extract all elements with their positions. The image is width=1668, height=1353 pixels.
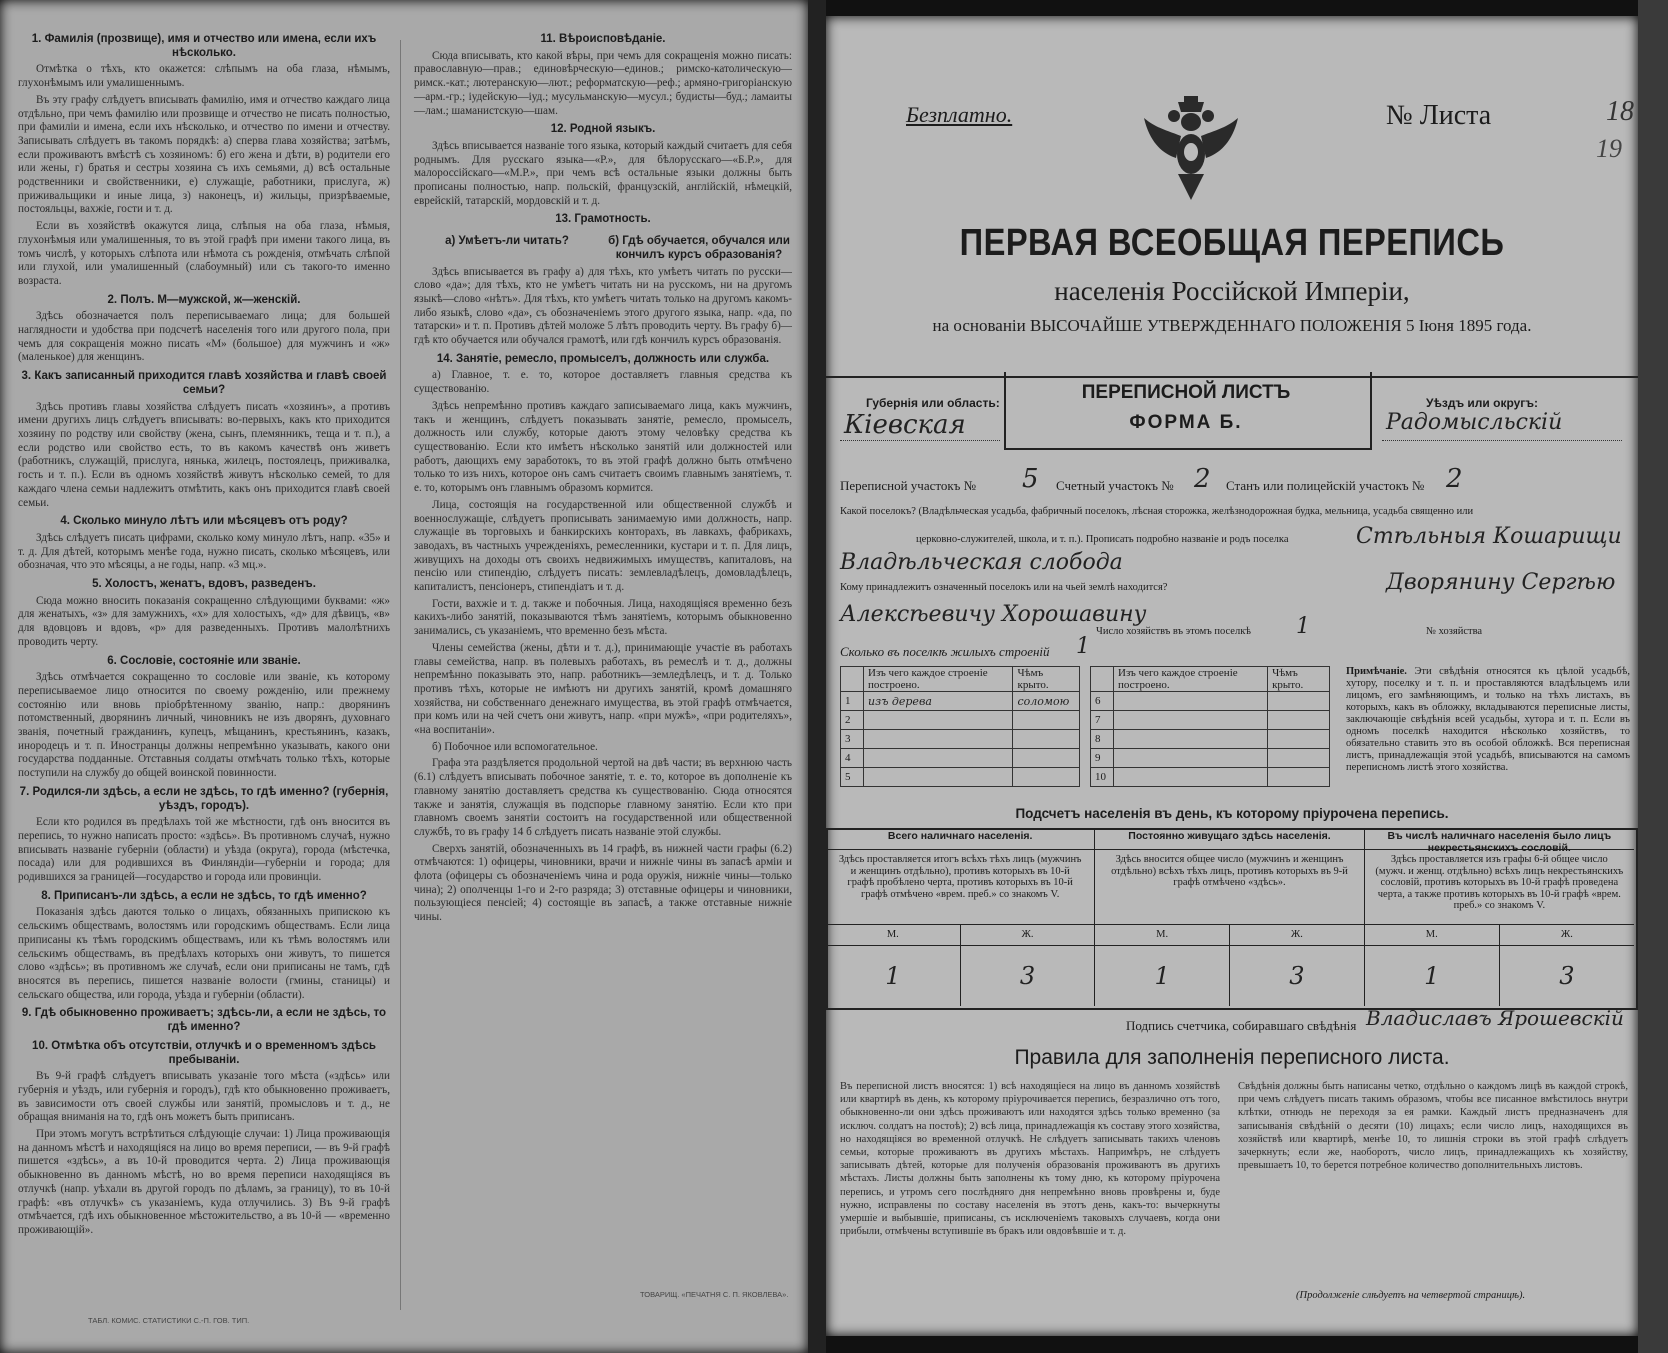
female-count: 3 bbox=[1019, 962, 1036, 990]
building-cell-mat bbox=[1114, 749, 1268, 768]
building-cell-roof bbox=[1268, 711, 1330, 730]
household-no-label: № хозяйства bbox=[1426, 626, 1483, 637]
building-cell-no: 5 bbox=[841, 768, 864, 787]
census-main-title: ПЕРВАЯ ВСЕОБЩАЯ ПЕРЕПИСЬ bbox=[959, 222, 1505, 264]
instructions-column-2 bbox=[414, 28, 792, 928]
female-header: Ж. bbox=[1560, 929, 1573, 940]
stan-value: 2 bbox=[1446, 464, 1463, 494]
building-cell-no: 4 bbox=[841, 749, 864, 768]
building-cell-roof bbox=[1268, 749, 1330, 768]
rules-title: Правила для заполненія переписного листа. bbox=[1014, 1046, 1450, 1069]
sheet-number-value: 18 bbox=[1606, 96, 1634, 127]
instruction-paragraph: Здѣсь вписывается названіе того языка, который каждый считаетъ для себя роднымъ. Для русскаго языка—«Р.», для бѣлорусскаго—«Б.Р.», для малороссійскаго—«М.Р.», при чемъ всѣ остальные языки должны быть прописаны полностью, напр. польскій, французскій, англійскій, нѣмецкій, еврейскій, татарскій, мордовскій и т. д. bbox=[414, 139, 792, 207]
building-cell-no: 1 bbox=[841, 692, 864, 711]
census-subtitle: населенія Россійской Имперіи, bbox=[1054, 276, 1410, 306]
section-heading: 5. Холостъ, женатъ, вдовъ, разведенъ. bbox=[92, 578, 316, 591]
instruction-paragraph: а) Главное, т. е. то, которое доставляетъ главныя средства къ существованію. bbox=[414, 369, 792, 396]
section-heading: 2. Полъ. М—мужской, ж—женскій. bbox=[107, 293, 301, 306]
column-divider bbox=[400, 40, 401, 1310]
count-values bbox=[1365, 946, 1634, 1006]
count-values bbox=[1095, 946, 1363, 1006]
count-mf-header bbox=[1365, 925, 1634, 946]
imprint-left: ТАБЛ. КОМИС. СТАТИСТИКИ С.-П. ГОВ. ТИП. bbox=[88, 1316, 250, 1325]
building-cell-mat bbox=[864, 711, 1013, 730]
stacked-page-edges bbox=[1638, 0, 1668, 1353]
building-cell-no: 9 bbox=[1091, 749, 1114, 768]
instruction-paragraph: Въ 9-й графѣ слѣдуетъ вписывать указаніе того мѣста («здѣсь» или губернія и уѣздъ, или губернія и городъ), гдѣ кто обыкновенно проживаетъ, въ зависимости отъ своей службы или занятій, промысловъ и т. д., не обращая вниманія на то, гдѣ онъ можетъ быть приписанъ. bbox=[18, 1070, 390, 1124]
instruction-paragraph: Гости, вахжіе и т. д. также и побочныя. Лица, находящіяся временно безъ какихъ-либо занятій, показываются тѣмъ занятіемъ, которымъ обыкновенно занимались, съ указаніемъ, что временно безъ мѣста. bbox=[414, 597, 792, 638]
female-count: 3 bbox=[1289, 962, 1305, 990]
building-cell-roof bbox=[1013, 711, 1080, 730]
count-column bbox=[826, 828, 1095, 1006]
section-heading: 10. Отмѣтка объ отсутствіи, отлучкѣ и о временномъ здѣсь пребываніи. bbox=[32, 1039, 376, 1066]
buildings-label: Сколько въ поселкѣ жилыхъ строеній bbox=[840, 644, 1050, 659]
signature-label: Подпись счетчика, собиравшаго свѣдѣнія bbox=[1126, 1018, 1357, 1033]
owner-value: Дворянину Сергѣю bbox=[1386, 570, 1616, 595]
building-row bbox=[841, 730, 1080, 749]
count-column bbox=[1095, 828, 1364, 1006]
instructions-column-1 bbox=[18, 28, 390, 1241]
male-header: М. bbox=[1095, 925, 1230, 945]
instruction-paragraph: Здѣсь противъ главы хозяйства слѣдуетъ писать «хозяинъ», а противъ имени другихъ лицъ слѣдуетъ вписывать: во-первыхъ, какъ кто приходится хозяину по родству или свойству (жена, сынъ, племянникъ, теща и т. п.), а если родство или свойство есть, то въ какомъ качествѣ онъ живетъ (работникъ, служащій, прислуга, нянька, жилецъ, постоялецъ, приживалка, гость и т. п.). Если въ одномъ хозяйствѣ живутъ нѣсколько семей, то для каждаго члена семьи надлежитъ отмѣтить, какъ онъ приходится главѣ своей семьи. bbox=[18, 400, 390, 509]
imprint-right: ТОВАРИЩ. «ПЕЧАТНЯ С. П. ЯКОВЛЕВА». bbox=[640, 1290, 789, 1299]
count-column-description: Здѣсь проставляется изъ графы 6-й общее число (мужч. и женщ. отдѣльно) всѣхъ лицъ некрестьянскихъ сословій, противъ которыхъ въ 10-й графѣ проведена черта, а также противъ которыхъ въ 10-й графѣ «врем. преб.» со знакомъ V. bbox=[1365, 850, 1634, 925]
sheet-number-corrected: 19 bbox=[1596, 134, 1622, 163]
building-cell-no: 2 bbox=[841, 711, 864, 730]
census-district-label: Переписной участокъ № bbox=[840, 478, 977, 493]
owner-value-2: Алексѣевичу Хорошавину bbox=[840, 602, 1147, 627]
count-values bbox=[826, 946, 1094, 1006]
header-roof: Чѣмъ крыто. bbox=[1013, 667, 1080, 692]
count-column-description: Здѣсь вносится общее число (мужчинъ и женщинъ отдѣльно) всѣхъ тѣхъ лицъ, противъ которыхъ въ 9-й графѣ отмѣчено «здѣсь». bbox=[1095, 850, 1363, 925]
instruction-paragraph: Сюда можно вносить показанія сокращенно слѣдующими буквами: «ж» для женатыхъ, «з» для замужнихъ, «х» для холостыхъ, «д» для дѣвицъ, «в» для вдовцовъ и вдовъ, «р» для разведенныхъ. Противъ малолѣтнихъ проводить черту. bbox=[18, 594, 390, 648]
right-page-census-form bbox=[826, 16, 1638, 1336]
female-count: 3 bbox=[1559, 962, 1575, 990]
count-district-value: 2 bbox=[1194, 464, 1211, 494]
signature-value: Владиславъ Ярошевскій bbox=[1366, 1006, 1624, 1030]
instruction-paragraph: Здѣсь вписывается въ графу а) для тѣхъ, кто умѣетъ читать по русски—слово «да»; для тѣхъ, кто не умѣетъ читать ни на русскомъ, ни на другомъ языкѣ—слово «нѣтъ». Для тѣхъ, кто умѣетъ читать только на другомъ какомъ-либо языкѣ, слово «да», съ обозначеніемъ этого другого языка, напр. «да, по татарски» и т. п. Противъ дѣтей моложе 5 лѣтъ проводить черту. Въ графу б)—гдѣ кто обучается или обучался грамотѣ, или гдѣ кончилъ курсъ образованія. bbox=[414, 265, 792, 347]
instruction-paragraph: Здѣсь слѣдуетъ писать цифрами, сколько кому минуло лѣтъ, напр. «35» и т. д. Для дѣтей, которымъ менѣе года, нужно писать, сколько мѣсяцевъ, или обозначая, что это мѣсяцы, а не годы, напр. «3 мц.». bbox=[18, 531, 390, 572]
instruction-paragraph: б) Побочное или вспомогательное. bbox=[432, 740, 598, 753]
male-count: 1 bbox=[1365, 946, 1500, 1006]
owner-label: Кому принадлежитъ означенный поселокъ или на чьей землѣ находится? bbox=[840, 582, 1168, 593]
settlement-value-2: Владѣльческая слобода bbox=[840, 550, 1123, 575]
section-heading: 9. Гдѣ обыкновенно проживаетъ; здѣсь-ли, а если не здѣсь, то гдѣ именно? bbox=[21, 1007, 387, 1034]
gubernia-label: Губернія или область: bbox=[866, 396, 1000, 410]
building-row bbox=[841, 692, 1080, 711]
header-material: Изъ чего каждое строеніе построено. bbox=[864, 667, 1013, 692]
instruction-paragraph: При этомъ могутъ встрѣтиться слѣдующіе случаи: 1) Лица проживающія на данномъ мѣстѣ и находящіяся на лицо во время переписи, — въ 9-й графѣ пишется «здѣсь», а въ 10-й проводится черта. 2) Лица проживающія обыкновенно въ данномъ мѣстѣ, но во время переписи находящіяся въ отлучкѣ (напр. уѣхали въ другой городъ по дѣламъ, за границу), то въ 10-й графѣ: «въ отлучкѣ» съ указаніемъ, куда отлучились. 3) Въ 9-й графѣ отмѣчается, гдѣ ихъ обыкновенное мѣстожительство, а въ 10-й — «временно проживающій». bbox=[18, 1128, 390, 1236]
form-title: ПЕРЕПИСНОЙ ЛИСТЪ bbox=[1081, 382, 1291, 403]
section-heading: 12. Родной языкъ. bbox=[550, 123, 656, 136]
instruction-paragraph: Отмѣтка о тѣхъ, кто окажется: слѣпымъ на оба глаза, нѣмымъ, глухонѣмымъ или умалишеннымъ. bbox=[18, 63, 390, 90]
gubernia-line bbox=[840, 440, 1000, 441]
settlement-label-2: церковно-служителей, школа, и т. п.). Прописать подробно названіе и родъ поселка bbox=[916, 534, 1289, 545]
instruction-paragraph: Если кто родился въ предѣлахъ той же мѣстности, гдѣ онъ вносится въ перепись, то нужно написать просто: «здѣсь». Въ противномъ случаѣ, нужно вписывать названіе губерніи (области) и уѣзда (округа), города (мѣстечка, посада) или для родившихся въ Финляндіи—губерніи и города; для родившихся за границей—государство и города или провинціи. bbox=[18, 816, 390, 884]
building-row bbox=[1091, 730, 1330, 749]
section-heading: 6. Сословіе, состояніе или званіе. bbox=[107, 654, 301, 667]
building-cell-no: 10 bbox=[1091, 768, 1114, 787]
building-row bbox=[841, 711, 1080, 730]
building-row bbox=[1091, 749, 1330, 768]
census-district-value: 5 bbox=[1022, 464, 1039, 494]
building-row bbox=[841, 749, 1080, 768]
count-column-description: Здѣсь проставляется итогъ всѣхъ тѣхъ лицъ (мужчинъ и женщинъ отдѣльно), противъ которыхъ въ 10-й графѣ пробѣлено черта, противъ которыхъ въ 10-й графѣ отмѣчено «врем. преб.» со знакомъ V. bbox=[826, 850, 1094, 925]
building-cell-no: 7 bbox=[1091, 711, 1114, 730]
uezd-label: Уѣздъ или округъ: bbox=[1426, 396, 1539, 410]
legal-basis-line: на основаніи ВЫСОЧАЙШЕ УТВЕРЖДЕННАГО ПОЛОЖЕНІЯ 5 Іюня 1895 года. bbox=[932, 316, 1532, 335]
households-value: 1 bbox=[1296, 614, 1310, 639]
sheet-number-label: № Листа bbox=[1386, 100, 1492, 131]
female-header: Ж. bbox=[1021, 929, 1034, 940]
count-title: Подсчетъ населенія въ день, къ которому пріурочена перепись. bbox=[1015, 806, 1449, 821]
instruction-paragraph: Члены семейства (жены, дѣти и т. д.), принимающіе участіе въ работахъ главы семейства, напр. въ полевыхъ работахъ, въ ремеслѣ и т. д., должны непремѣнно показывать это, напр. работникъ—земледѣлецъ, и т. д. Только противъ тѣхъ, которые не имѣютъ ни другихъ занятій, кромѣ домашняго хозяйства, ни собственнаго денежнаго имущества, въ этой графѣ отмѣчается, при комъ или на чей счетъ они живутъ, напр. «при мужѣ», «при родителяхъ», «на воспитаніи». bbox=[414, 641, 792, 737]
building-row bbox=[841, 768, 1080, 787]
female-header: Ж. bbox=[1290, 929, 1303, 940]
book-gutter bbox=[808, 0, 826, 1353]
instruction-paragraph: Показанія здѣсь даются только о лицахъ, обязанныхъ припискою къ сельскимъ обществамъ, волостямъ или городскимъ обществамъ. Если лица приписаны къ тѣмъ городскимъ обществамъ, или къ тѣмъ волостямъ или сельскимъ обществамъ, въ предѣлахъ которыхъ они живутъ, то пишется слово «здѣсь»; въ противномъ же случаѣ, если они приписаны не тамъ, гдѣ вносятся въ перепись, пишется названіе волости (гмины, станицы) и сельскаго общества, или города, уѣзда и губерніи (области). bbox=[18, 906, 390, 1001]
male-header: М. bbox=[1365, 925, 1500, 945]
settlement-value: Стѣльныя Кошарищи bbox=[1356, 524, 1622, 549]
uezd-value: Радомысльскій bbox=[1386, 410, 1563, 435]
building-cell-no: 6 bbox=[1091, 692, 1114, 711]
building-cell-roof bbox=[1268, 768, 1330, 787]
buildings-table-right bbox=[1090, 666, 1330, 787]
header-roof-2: Чѣмъ крыто. bbox=[1268, 667, 1330, 692]
header-material-2: Изъ чего каждое строеніе построено. bbox=[1114, 667, 1268, 692]
buildings-table-left bbox=[840, 666, 1080, 787]
building-row bbox=[1091, 768, 1330, 787]
note-title: Примѣчаніе. bbox=[1346, 666, 1407, 677]
uezd-line bbox=[1382, 440, 1622, 441]
rules-left: Въ переписной листъ вносятся: 1) всѣ находящіеся на лицо въ данномъ хозяйствѣ или квартирѣ въ день, къ которому пріурочивается перепись, безразлично отъ того, обыкновенно-ли они здѣсь проживаютъ или находятся здѣсь только временно (за исключ. солдатъ на постоѣ); 2) всѣ лица, принадлежащія къ составу этого хозяйства, но находящіяся во временной отлучкѣ. Не слѣдуетъ записывать такихъ членовъ семьи, которые проживаютъ въ другихъ мѣстахъ. Напримѣръ, не слѣдуетъ записывать дѣтей, которые для полученія образованія проживаютъ въ другихъ мѣстахъ. Листы должны быть заполнены къ тому дню, къ которому пріурочена перепись, и утромъ сего послѣдняго дня непремѣнно вновь провѣрены и, буде нужно, исправлены по составу населенія въ этотъ день, какъ-то: вычеркнуты умершіе и выбывшіе, приписаны, съ исключеніемъ таковыхъ случаевъ, когда они прибыли, отмѣчены вступившіе въ бракъ или овдовѣвшіе и т. д. bbox=[840, 1081, 1220, 1238]
note-block bbox=[1346, 666, 1630, 774]
section-heading: 4. Сколько минуло лѣтъ или мѣсяцевъ отъ роду? bbox=[60, 515, 348, 528]
stan-label: Станъ или полицейскій участокъ № bbox=[1226, 478, 1425, 493]
male-header: М. bbox=[826, 925, 961, 945]
male-count: 1 bbox=[826, 946, 961, 1006]
building-cell-roof bbox=[1268, 730, 1330, 749]
section-heading: 14. Занятіе, ремесло, промыселъ, должность или служба. bbox=[436, 352, 770, 365]
instruction-paragraph: Лица, состоящія на государственной или общественной службѣ и военнослужащіе, слѣдуетъ прописывать занимаемую ими должность, напр. служащіе въ торговыхъ и банкирскихъ конторахъ, въ лавкахъ, фабрикахъ, заводахъ, въ частныхъ учрежденіяхъ, ремесленники, кустари и т. п. Для лицъ, живущихъ на доходы отъ своихъ недвижимыхъ имуществъ, капиталовъ, на пенсію или стипендію, слѣдуетъ писать: землевладѣлецъ, домовладѣлецъ, капиталистъ, пенсіонеръ, стипендіатъ и т. д. bbox=[414, 498, 792, 594]
households-label: Число хозяйствъ въ этомъ поселкѣ bbox=[1096, 626, 1251, 637]
instruction-paragraph: Графа эта раздѣляется продольной чертой на двѣ части; въ верхнюю часть (6.1) слѣдуетъ вписывать побочное занятіе, т. е. то, которое въ дополненіе къ главному занятію доставляетъ средства къ существованію. Сюда относятся также и занятія, служащія въ подспорье главному занятію. Если кто при главномъ своемъ занятіи состоитъ на государственной или общественной службѣ, то въ графу 14 б слѣдуетъ писать названіе этой службы. bbox=[414, 757, 792, 838]
count-column-title: Въ числѣ наличнаго населенія было лицъ некрестьянскихъ сословій. bbox=[1365, 828, 1634, 850]
imperial-eagle-emblem-icon bbox=[1136, 88, 1246, 218]
building-row bbox=[1091, 711, 1330, 730]
section-heading: 1. Фамилія (прозвище), имя и отчество или имена, если ихъ нѣсколько. bbox=[31, 33, 377, 59]
count-column-title: Всего наличнаго населенія. bbox=[826, 828, 1094, 850]
building-cell-mat: изъ дерева bbox=[864, 692, 1013, 711]
instruction-paragraph: Сюда вписывать, кто какой вѣры, при чемъ для сокращенія можно писать: православную—прав.; единовѣрческую—единов.; римско-католическую—римск.-кат.; лютеранскую—лют.; реформатскую—реф.; армяно-григоріанскую—арм.-гр.; іудейскую—іуд.; мусульманскую—мусул.; будисты—буд.; ламаиты—лам.; шаманистскую—шам. bbox=[414, 49, 792, 117]
section-heading: 7. Родился-ли здѣсь, а если не здѣсь, то гдѣ именно? (губернія, уѣздъ, городъ). bbox=[19, 785, 389, 812]
building-cell-mat bbox=[864, 749, 1013, 768]
instruction-paragraph: Здѣсь отмѣчается сокращенно то сословіе или званіе, къ которому переписываемое лицо относится по своему рожденію, или прежнему состоянію или вновь пріобрѣтенному званію, напр.: дворянинъ потомственный, дворянинъ личный, чиновникъ не изъ дворянъ, духовнаго званія, почетный гражданинъ, купецъ, мѣщанинъ, крестьянинъ, казакъ, инородецъ и т. п. Иностранцы должны непремѣнно указывать, какого они государства подданные. Отставныя солдаты отмѣчать только тѣхъ, которые поступили на службу до общей воинской повинности. bbox=[18, 671, 390, 780]
building-cell-roof bbox=[1268, 692, 1330, 711]
buildings-value: 1 bbox=[1076, 634, 1090, 659]
settlement-label: Какой поселокъ? (Владѣльческая усадьба, фабричный поселокъ, лѣсная сторожка, желѣзнодорожная будка, мельница, усадьба священно или bbox=[840, 506, 1474, 517]
instruction-paragraph: Если въ хозяйствѣ окажутся лица, слѣпыя на оба глаза, нѣмыя, глухонѣмыя или умалишенныя, то въ этой графѣ при имени такого лица, въ томъ числѣ, у которыхъ слѣпота или нѣмота съ рожденія, отмѣчать слѣпой или глухой, или умалишенный (слабоумный) или съ такого-то именно возраста. bbox=[18, 220, 390, 287]
instruction-paragraph: Въ эту графу слѣдуетъ вписывать фамилію, имя и отчество каждаго лица отдѣльно, при чемъ фамилію или прозвище и отчество не писать полностью, при фамиліи и имена, если ихъ нѣсколько, и отчество по имени и отчеству. Записывать слѣдуетъ въ такомъ порядкѣ: а) сперва глава хозяйства; затѣмъ, если проживаютъ вмѣстѣ съ хозяиномъ: б) его жена и дѣти, в) родители его или жены, г) братья и сестры хозяина съ ихъ семьями, д) всѣ остальные родственники и свойственники, е) служащіе, работники, прислуга, ж) приживальщики и иные лица, з) наконецъ, и) жильцы, призрѣваемые, постояльцы, вахжіе, гости и т. д. bbox=[18, 93, 390, 216]
building-cell-roof: соломою bbox=[1013, 692, 1080, 711]
building-cell-mat bbox=[1114, 692, 1268, 711]
male-count: 1 bbox=[1095, 946, 1230, 1006]
section-heading: 11. Вѣроисповѣданіе. bbox=[540, 33, 666, 45]
building-row bbox=[1091, 692, 1330, 711]
section-heading: 8. Приписанъ-ли здѣсь, а если не здѣсь, то гдѣ именно? bbox=[41, 889, 367, 902]
building-cell-mat bbox=[864, 730, 1013, 749]
building-cell-mat bbox=[864, 768, 1013, 787]
left-page-instructions bbox=[0, 0, 808, 1353]
subheading: б) Гдѣ обучается, обучался или кончилъ курсъ образованія? bbox=[608, 235, 790, 261]
building-cell-roof bbox=[1013, 768, 1080, 787]
instruction-paragraph: Здѣсь обозначается полъ переписываемаго лица; для большей наглядности и удобства при подсчетѣ населенія того или другого пола, при чемъ для сокращенія можно писать «М» (большое) для мужчинъ и «ж» (маленькое) для женщинъ. bbox=[18, 310, 390, 364]
count-district-label: Счетный участокъ № bbox=[1056, 478, 1174, 493]
instruction-paragraph: Здѣсь непремѣнно противъ каждаго записываемаго лица, какъ мужчинъ, такъ и женщинъ, слѣдуетъ показывать занятіе, ремесло, промыселъ, должность или службу, которые даютъ этому человѣку средства къ существованію. Если кто имѣетъ нѣсколько занятій или должностей или работъ, дающихъ ему заработокъ, то въ этой графѣ должно быть отмѣчено только то изъ нихъ, которое онъ самъ считаетъ своимъ главнымъ занятіемъ, т. е. то, которымъ онъ главнымъ образомъ кормится. bbox=[414, 399, 792, 495]
building-cell-mat bbox=[1114, 768, 1268, 787]
count-column bbox=[1365, 828, 1634, 1006]
note-text: Эти свѣдѣнія относятся къ цѣлой усадьбѣ, хутору, поселку и т. п. и проставляются владѣльцемъ или лицомъ, его замѣняющимъ, и только на тѣхъ листахъ, въ которыхъ, какъ въ обложку, вкладываются переписные листы, заключающіе свѣдѣнія всей усадьбы, хутора и т. п. Если въ одномъ поселкѣ находится нѣсколько хозяйствъ, то обязательно ставить это въ особой обложкѣ. Вся переписная листъ, принадлежащія этой усадьбѣ, вписываются на самомъ переписномъ листѣ этого хозяйства. bbox=[1346, 666, 1631, 773]
building-cell-roof bbox=[1013, 749, 1080, 768]
building-cell-mat bbox=[1114, 711, 1268, 730]
building-cell-roof bbox=[1013, 730, 1080, 749]
free-label: Безплатно. bbox=[906, 102, 1013, 127]
building-cell-no: 8 bbox=[1091, 730, 1114, 749]
rules-continued: (Продолженіе слѣдуетъ на четвертой страницѣ). bbox=[1296, 1290, 1526, 1301]
form-subtitle: ФОРМА Б. bbox=[1129, 412, 1243, 433]
rules-right: Свѣдѣнія должны быть написаны четко, отдѣльно о каждомъ лицѣ въ каждой строкѣ, при чемъ слѣдуетъ писать такимъ образомъ, чтобы все писанное вмѣстилось внутри клѣтки, отнюдь не переходя за ея рамки. Каждый листъ предназначенъ для записыванія свѣдѣній о десяти (10) лицахъ; если число лицъ, находящихся въ хозяйствѣ или квартирѣ, менѣе 10, то лишнія строки въ этой графѣ слѣдуетъ зачеркнуть; если же, наоборотъ, число лицъ, принадлежащихъ къ хозяйству, превышаетъ 10, то берется потребное количество дополнительныхъ листовъ. bbox=[1238, 1081, 1628, 1172]
count-mf-header bbox=[1095, 925, 1363, 946]
subheading: а) Умѣетъ-ли читать? bbox=[445, 235, 569, 248]
two-column-subheadings bbox=[414, 230, 792, 265]
section-heading: 13. Грамотность. bbox=[555, 213, 651, 226]
section-heading: 3. Какъ записанный приходится главѣ хозяйства и главѣ своей семьи? bbox=[21, 370, 387, 396]
count-mf-header bbox=[826, 925, 1094, 946]
instruction-paragraph: Сверхъ занятій, обозначенныхъ въ 14 графѣ, въ нижней части графы (6.2) отмѣчаются: 1) офицеры, чиновники, врачи и нижніе чины въ запасѣ арміи и флота (офицеры съ обозначеніемъ чина и рода оружія, нижніе чины—только чина); 2) ополченцы 1-го и 2-го разряда; 3) отставные офицеры и чиновники, пользующіеся пенсіей; 4) состоящіе въ запасѣ, а также отставные нижніе чины. bbox=[414, 842, 792, 924]
count-column-title: Постоянно живущаго здѣсь населенія. bbox=[1095, 828, 1363, 850]
gubernia-value: Кіевская bbox=[844, 410, 966, 440]
building-cell-no: 3 bbox=[841, 730, 864, 749]
building-cell-mat bbox=[1114, 730, 1268, 749]
